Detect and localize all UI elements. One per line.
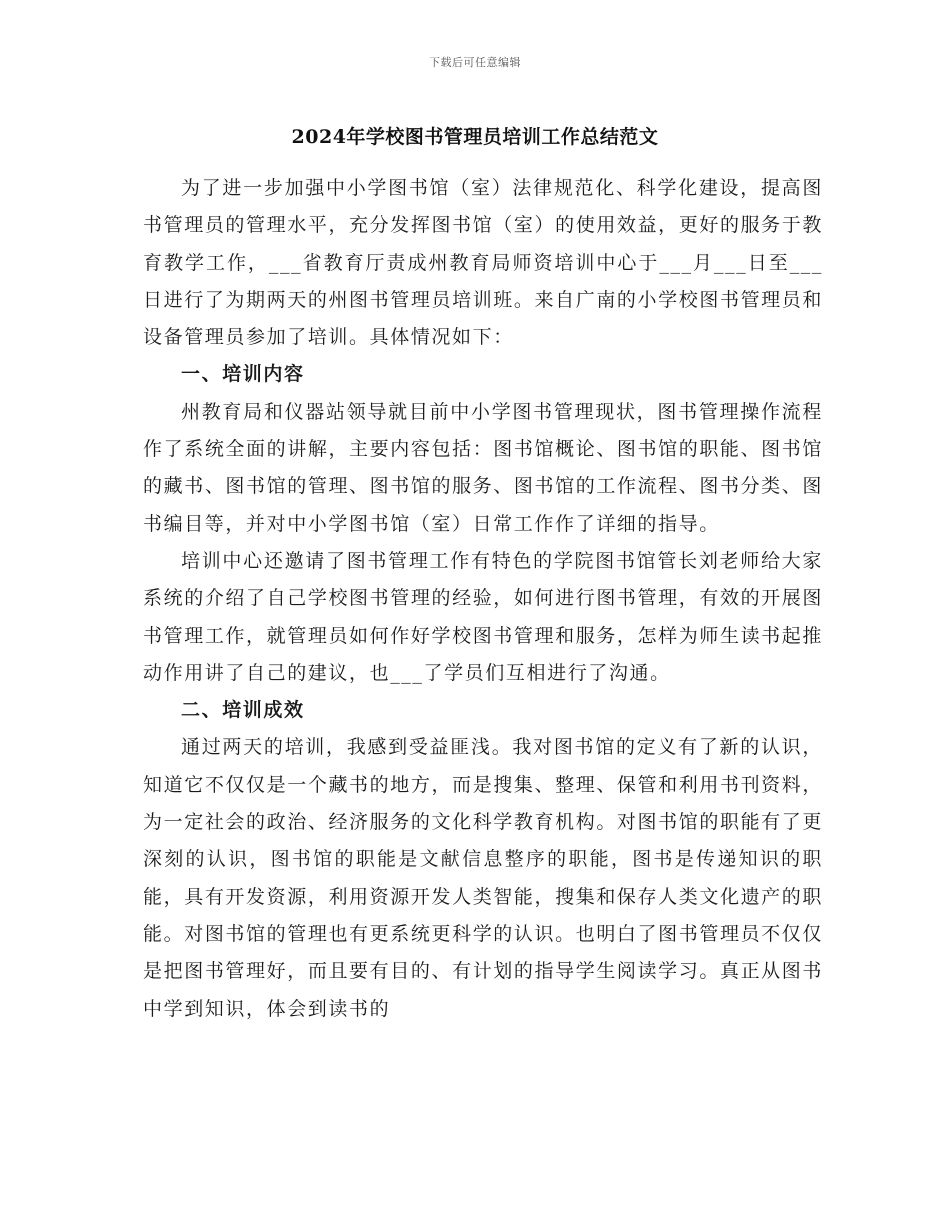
training-content-paragraph-2: 培训中心还邀请了图书管理工作有特色的学院图书馆管长刘老师给大家系统的介绍了自己学校图书管理的经验，如何进行图书管理，有效的开展图书管理工作，就管理员如何作好学校图书管理和服务，怎样为师生读书起推动作用讲了自己的建议，也___了学员们互相进行了沟通。 <box>143 549 823 684</box>
intro-paragraph: 为了进一步加强中小学图书馆（室）法律规范化、科学化建设，提高图书管理员的管理水平，充分发挥图书馆（室）的使用效益，更好的服务于教育教学工作，___省教育厅责成州教育局师资培训中心于___月___日至___日进行了为期两天的州图书管理员培训班。来自广南的小学校图书管理员和设备管理员参加了培训。具体情况如下： <box>143 177 823 349</box>
training-content-paragraph-1: 州教育局和仪器站领导就目前中小学图书管理现状，图书管理操作流程作了系统全面的讲解，主要内容包括：图书馆概论、图书馆的职能、图书馆的藏书、图书馆的管理、图书馆的服务、图书馆的工作流程、图书分类、图书编目等，并对中小学图书馆（室）日常工作作了详细的指导。 <box>143 400 823 535</box>
document-title: 2024年学校图书管理员培训工作总结范文 <box>291 126 659 148</box>
training-results-paragraph-1: 通过两天的培训，我感到受益匪浅。我对图书馆的定义有了新的认识，知道它不仅仅是一个藏书的地方，而是搜集、整理、保管和利用书刊资料，为一定社会的政治、经济服务的文化科学教育机构。对图书馆的职能有了更深刻的认识，图书馆的职能是文献信息整序的职能，图书是传递知识的职能，具有开发资源，利用资源开发人类智能，搜集和保存人类文化遗产的职能。对图书馆的管理也有更系统更科学的认识。也明白了图书管理员不仅仅是把图书管理好，而且要有目的、有计划的指导学生阅读学习。真正从图书中学到知识，体会到读书的 <box>143 736 823 1020</box>
section-heading-training-results: 二、培训成效 <box>181 699 305 722</box>
document-body <box>143 170 823 1028</box>
header-note: 下载后可任意编辑 <box>429 56 521 69</box>
section-heading-training-content: 一、培训内容 <box>181 363 305 386</box>
